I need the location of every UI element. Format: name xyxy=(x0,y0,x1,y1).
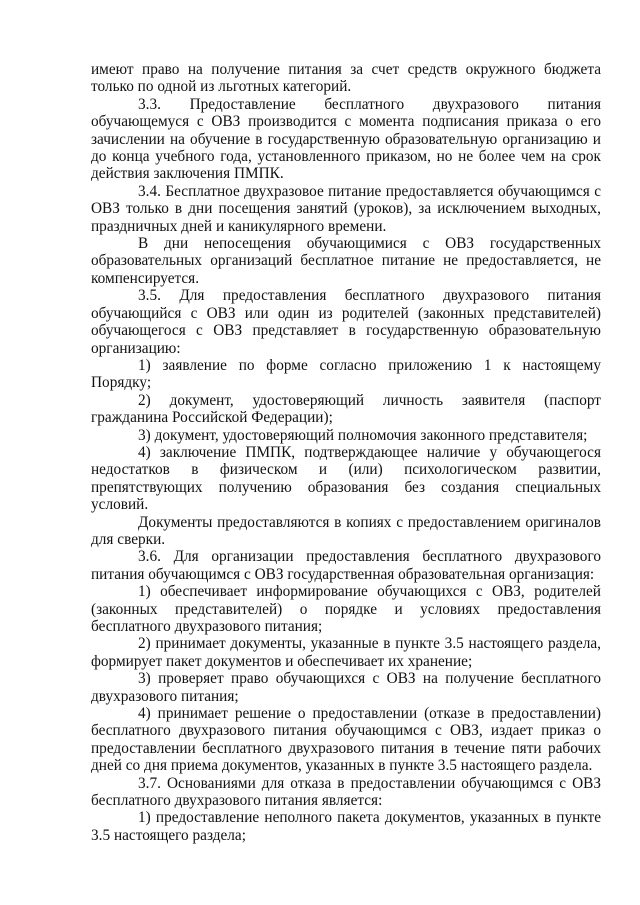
paragraph-3-4-non-attendance: В дни непосещения обучающимися с ОВЗ государственных образовательных организаций бесплатное питание не предоставляется, не компенсируется. xyxy=(91,235,601,287)
list-item-3-6-3: 3) проверяет право обучающихся с ОВЗ на получение бесплатного двухразового питания; xyxy=(91,670,601,705)
document-body xyxy=(91,61,601,844)
list-item-3-6-1: 1) обеспечивает информирование обучающихся с ОВЗ, родителей (законных представителей) о порядке и условиях предоставления бесплатного двухразового питания; xyxy=(91,583,601,635)
paragraph-3-5-copies: Документы предоставляются в копиях с предоставлением оригиналов для сверки. xyxy=(91,513,601,548)
list-item-3-5-4: 4) заключение ПМПК, подтверждающее наличие у обучающегося недостатков в физическом и (или) психологическом развитии, препятствующих получению образования без создания специальных условий. xyxy=(91,443,601,514)
paragraph-3-4: 3.4. Бесплатное двухразовое питание предоставляется обучающимся с ОВЗ только в дни посещения занятий (уроков), за исключением выходных, праздничных дней и каникулярного времени. xyxy=(91,182,601,235)
list-item-3-5-3: 3) документ, удостоверяющий полномочия законного представителя; xyxy=(138,426,588,444)
paragraph-3-7: 3.7. Основаниями для отказа в предоставлении обучающимся с ОВЗ бесплатного двухразового питания является: xyxy=(91,774,601,810)
paragraph-3-5: 3.5. Для предоставления бесплатного двухразового питания обучающийся с ОВЗ или один из родителей (законных представителей) обучающегося с ОВЗ представляет в государственную образовательную организацию: xyxy=(91,287,601,357)
paragraph-continuation: имеют право на получение питания за счет средств окружного бюджета только по одной из льготных категорий. xyxy=(91,61,601,96)
list-item-3-6-2: 2) принимает документы, указанные в пункте 3.5 настоящего раздела, формирует пакет документов и обеспечивает их хранение; xyxy=(91,635,601,670)
list-item-3-5-1: 1) заявление по форме согласно приложению 1 к настоящему Порядку; xyxy=(91,356,601,392)
paragraph-3-3: 3.3. Предоставление бесплатного двухразового питания обучающемуся с ОВЗ производится с момента подписания приказа о его зачислении на обучение в государственную образовательную организацию и до конца учебного года, установленного приказом, но не более чем на срок действия заключения ПМПК. xyxy=(91,95,601,183)
list-item-3-6-4: 4) принимает решение о предоставлении (отказе в предоставлении) бесплатного двухразового питания обучающимся с ОВЗ, издает приказ о предоставлении бесплатного двухразового питания в течение пяти рабочих дней со дня приема документов, указанных в пункте 3.5 настоящего раздела. xyxy=(91,705,601,775)
paragraph-3-6: 3.6. Для организации предоставления бесплатного двухразового питания обучающимся с ОВЗ государственная образовательная организация: xyxy=(91,548,601,583)
list-item-3-5-2: 2) документ, удостоверяющий личность заявителя (паспорт гражданина Российской Федерации); xyxy=(91,391,601,427)
list-item-3-7-1: 1) предоставление неполного пакета документов, указанных в пункте 3.5 настоящего раздела; xyxy=(91,809,601,844)
